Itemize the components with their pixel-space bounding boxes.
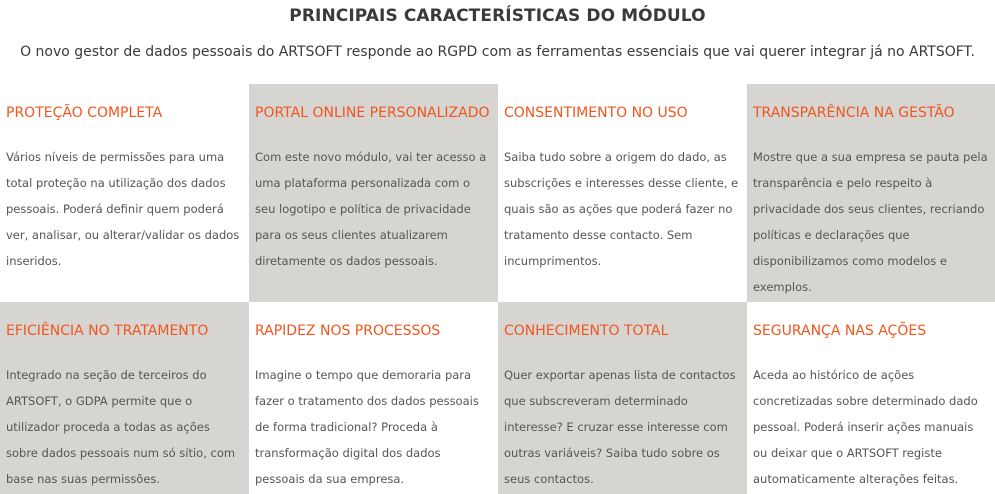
feature-description: Aceda ao histórico de ações concretizadas sobre determinado dado pessoal. Poderá inserir ações manuais ou deixar que o ARTSOFT registe automaticamente alterações feitas. xyxy=(753,368,978,486)
feature-title: TRANSPARÊNCIA NA GESTÃO xyxy=(753,105,955,121)
feature-description: Mostre que a sua empresa se pauta pela transparência e pelo respeito à privacidade dos seus clientes, recriando políticas e declarações que disponibilizamos como modelos e exemplos. xyxy=(753,150,988,294)
page-subtitle: O novo gestor de dados pessoais do ARTSOFT responde ao RGPD com as ferramentas essenciais que vai querer integrar já no ARTSOFT. xyxy=(20,44,975,60)
feature-title: PROTEÇÃO COMPLETA xyxy=(6,105,163,121)
feature-card-seguranca xyxy=(747,302,995,494)
feature-card-transparencia xyxy=(747,84,995,302)
feature-title: RAPIDEZ NOS PROCESSOS xyxy=(255,323,441,339)
feature-description: Com este novo módulo, vai ter acesso a uma plataforma personalizada com o seu logotipo e política de privacidade para os seus clientes atualizarem diretamente os dados pessoais. xyxy=(255,150,487,268)
feature-description: Imagine o tempo que demoraria para fazer o tratamento dos dados pessoais de forma tradicional? Proceda à transformação digital dos dados pessoais da sua empresa. xyxy=(255,368,479,486)
feature-card-conhecimento xyxy=(498,302,747,494)
feature-description: Quer exportar apenas lista de contactos que subscreveram determinado interesse? E cruzar esse interesse com outras variáveis? Saiba tudo sobre os seus contactos. xyxy=(504,368,736,486)
feature-title: SEGURANÇA NAS AÇÕES xyxy=(753,323,927,339)
section-header xyxy=(0,0,995,84)
feature-title: PORTAL ONLINE PERSONALIZADO xyxy=(255,105,490,121)
features-grid xyxy=(0,84,995,494)
feature-title: CONSENTIMENTO NO USO xyxy=(504,105,688,121)
feature-description: Saiba tudo sobre a origem do dado, as subscrições e interesses desse cliente, e quais são as ações que poderá fazer no tratamento desse contacto. Sem incumprimentos. xyxy=(504,150,739,268)
feature-card-protecao xyxy=(0,84,249,302)
feature-title: EFICIÊNCIA NO TRATAMENTO xyxy=(6,323,209,339)
feature-card-rapidez xyxy=(249,302,498,494)
page-title: PRINCIPAIS CARACTERÍSTICAS DO MÓDULO xyxy=(289,6,706,26)
feature-description: Vários níveis de permissões para uma total proteção na utilização dos dados pessoais. Poderá definir quem poderá ver, analisar, ou alterar/validar os dados inseridos. xyxy=(6,150,240,268)
feature-card-consentimento xyxy=(498,84,747,302)
feature-card-eficiencia xyxy=(0,302,249,494)
feature-card-portal xyxy=(249,84,498,302)
feature-description: Integrado na seção de terceiros do ARTSOFT, o GDPA permite que o utilizador proceda a todas as ações sobre dados pessoais num só sítio, com base nas suas permissões. xyxy=(6,368,236,486)
feature-title: CONHECIMENTO TOTAL xyxy=(504,323,669,339)
